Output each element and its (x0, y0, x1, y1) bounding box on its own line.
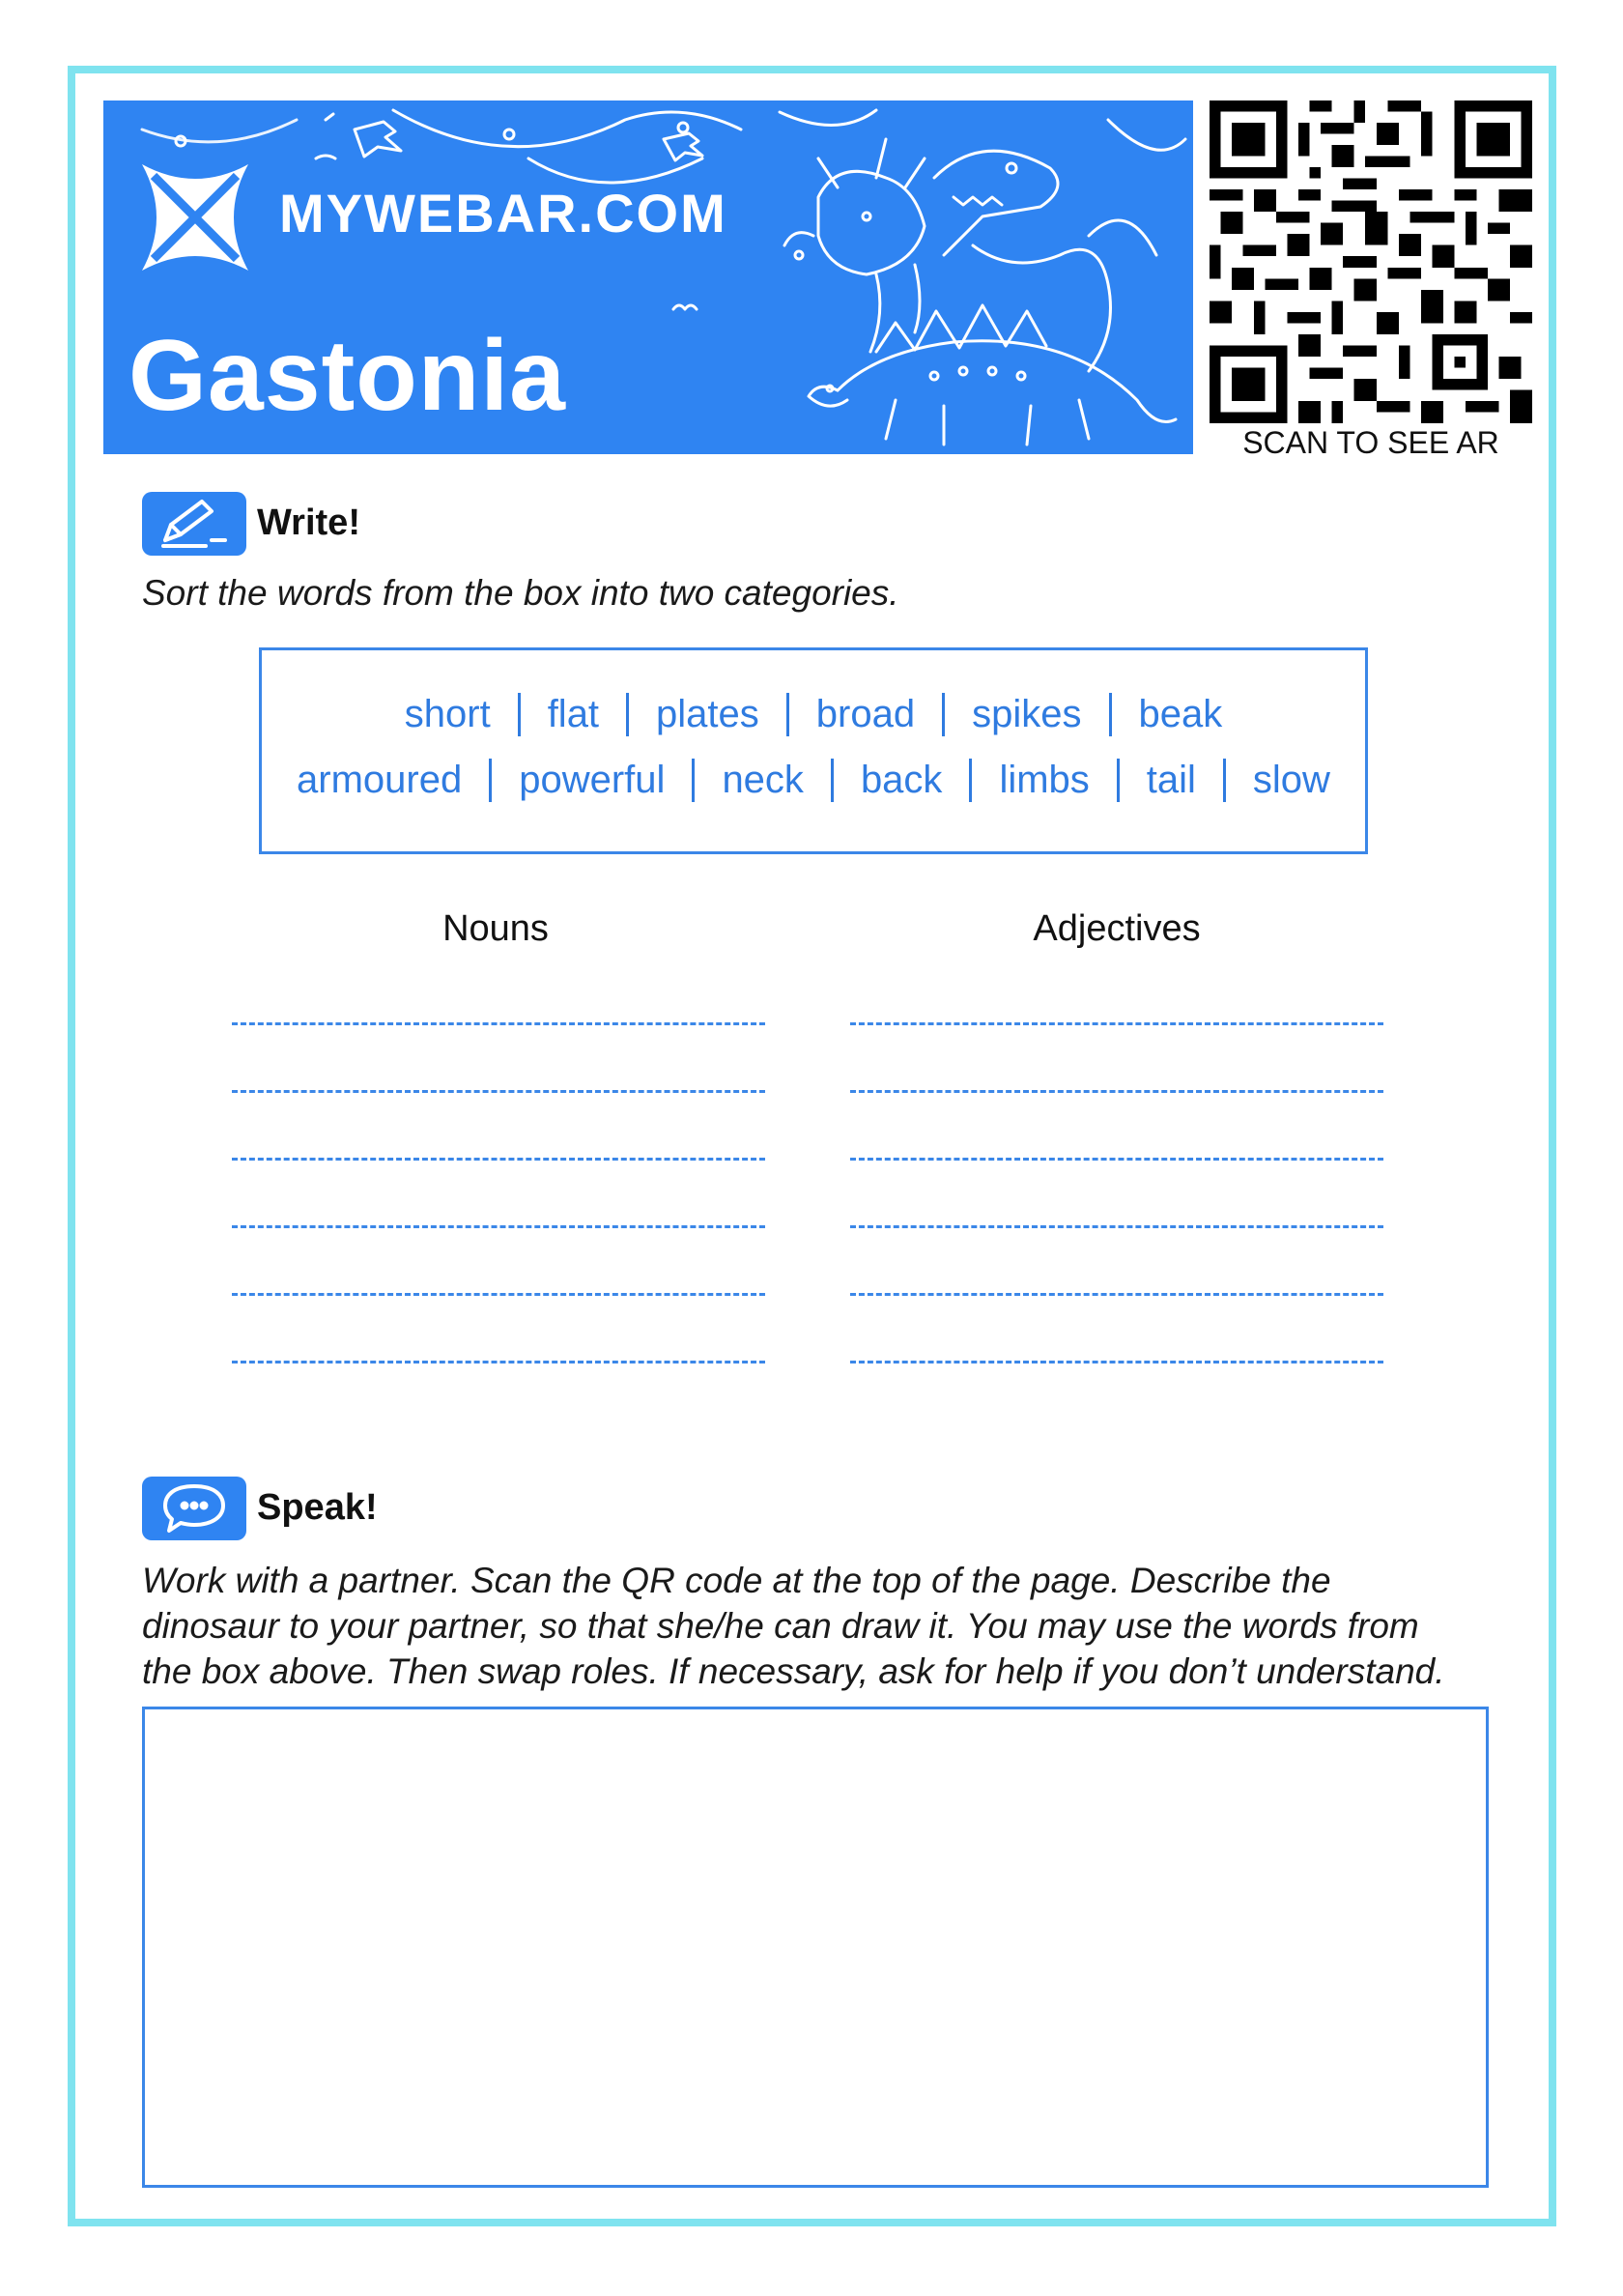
write-instruction: Sort the words from the box into two categories. (142, 573, 899, 613)
adjectives-heading: Adjectives (1033, 908, 1201, 949)
noun-answer-line[interactable] (232, 1158, 765, 1161)
speak-instruction-line-2: dinosaur to your partner, so that she/he can draw it. You may use the words from (142, 1606, 1419, 1646)
word-item: short (404, 693, 491, 735)
qr-code[interactable] (1210, 100, 1532, 423)
adjective-answer-line[interactable] (850, 1293, 1383, 1296)
mywebar-logo-icon (132, 155, 258, 280)
word-item: slow (1223, 759, 1357, 802)
adjective-answer-line[interactable] (850, 1158, 1383, 1161)
header-banner (103, 100, 1193, 454)
speak-instruction-line-1: Work with a partner. Scan the QR code at the top of the page. Describe the (142, 1561, 1331, 1600)
word-row-1 (262, 693, 1365, 736)
word-row-2 (262, 759, 1365, 802)
page-title: Gastonia (128, 320, 566, 432)
adjective-answer-line[interactable] (850, 1361, 1383, 1363)
noun-answer-line[interactable] (232, 1022, 765, 1025)
pencil-icon (142, 492, 246, 556)
qr-caption: SCAN TO SEE AR (1242, 425, 1499, 460)
word-box (259, 647, 1368, 854)
brand-name: MYWEBAR.COM (279, 183, 727, 244)
speak-heading: Speak! (257, 1487, 378, 1528)
noun-answer-line[interactable] (232, 1361, 765, 1363)
word-item: spikes (942, 693, 1108, 736)
word-item: limbs (969, 759, 1116, 802)
word-item: beak (1109, 693, 1250, 736)
write-heading: Write! (257, 502, 360, 543)
word-item: armoured (297, 759, 463, 801)
noun-answer-line[interactable] (232, 1225, 765, 1228)
word-item: back (831, 759, 970, 802)
word-item: flat (518, 693, 626, 736)
nouns-heading: Nouns (442, 908, 549, 949)
word-item: tail (1117, 759, 1223, 802)
drawing-area[interactable] (142, 1707, 1489, 2188)
speak-instruction-line-3: the box above. Then swap roles. If necessary, ask for help if you don’t understand. (142, 1651, 1445, 1691)
noun-answer-line[interactable] (232, 1090, 765, 1093)
word-item: neck (692, 759, 831, 802)
adjective-answer-line[interactable] (850, 1225, 1383, 1228)
noun-answer-line[interactable] (232, 1293, 765, 1296)
word-item: broad (786, 693, 942, 736)
adjective-answer-line[interactable] (850, 1022, 1383, 1025)
word-item: powerful (489, 759, 692, 802)
adjective-answer-line[interactable] (850, 1090, 1383, 1093)
word-item: plates (626, 693, 786, 736)
speech-bubble-icon (142, 1477, 246, 1540)
